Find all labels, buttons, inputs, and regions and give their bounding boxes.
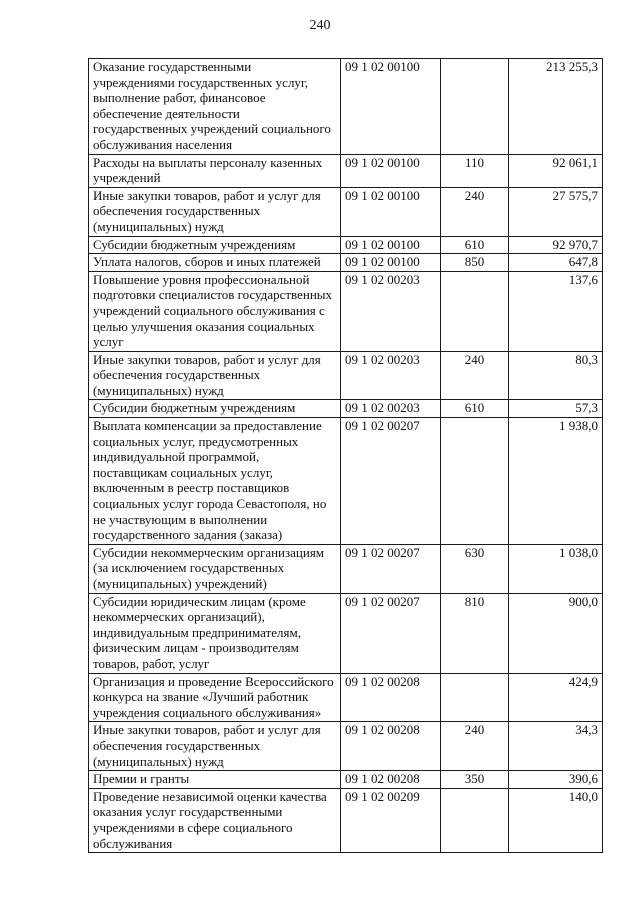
row-code: 09 1 02 00207 (341, 544, 441, 593)
row-sum: 140,0 (509, 788, 603, 852)
row-code: 09 1 02 00207 (341, 418, 441, 545)
row-code: 09 1 02 00203 (341, 351, 441, 400)
row-code: 09 1 02 00100 (341, 254, 441, 272)
row-code: 09 1 02 00207 (341, 593, 441, 673)
row-name: Субсидии юридическим лицам (кроме некоммерческих организаций), индивидуальным предпринимателям, физическим лицам - производителям товаров, работ, услуг (89, 593, 341, 673)
table-row (89, 254, 603, 272)
row-sum: 92 061,1 (509, 154, 603, 187)
row-expense-type: 240 (441, 187, 509, 236)
table-row (89, 187, 603, 236)
table-row (89, 154, 603, 187)
row-expense-type: 110 (441, 154, 509, 187)
row-expense-type (441, 271, 509, 351)
row-expense-type (441, 788, 509, 852)
table-row (89, 673, 603, 722)
row-sum: 27 575,7 (509, 187, 603, 236)
row-expense-type: 350 (441, 771, 509, 789)
row-name: Субсидии бюджетным учреждениям (89, 236, 341, 254)
row-name: Расходы на выплаты персоналу казенных учреждений (89, 154, 341, 187)
row-sum: 213 255,3 (509, 59, 603, 155)
row-code: 09 1 02 00208 (341, 722, 441, 771)
row-name: Премии и гранты (89, 771, 341, 789)
row-sum: 34,3 (509, 722, 603, 771)
row-code: 09 1 02 00100 (341, 59, 441, 155)
row-sum: 137,6 (509, 271, 603, 351)
table-row (89, 351, 603, 400)
row-sum: 647,8 (509, 254, 603, 272)
row-code: 09 1 02 00208 (341, 771, 441, 789)
row-name: Субсидии бюджетным учреждениям (89, 400, 341, 418)
table-row (89, 271, 603, 351)
table-row (89, 722, 603, 771)
row-code: 09 1 02 00100 (341, 154, 441, 187)
row-sum: 1 038,0 (509, 544, 603, 593)
row-name: Субсидии некоммерческим организациям (за исключением государственных (муниципальных) учреждений) (89, 544, 341, 593)
table-row (89, 771, 603, 789)
table-row (89, 59, 603, 155)
row-code: 09 1 02 00209 (341, 788, 441, 852)
row-name: Выплата компенсации за предоставление социальных услуг, предусмотренных индивидуальной программой, поставщикам социальных услуг, включенным в реестр поставщиков социальных услуг города Севастополя, но не участвующим в выполнении государственного задания (заказа) (89, 418, 341, 545)
row-name: Уплата налогов, сборов и иных платежей (89, 254, 341, 272)
row-name: Иные закупки товаров, работ и услуг для обеспечения государственных (муниципальных) нужд (89, 351, 341, 400)
row-expense-type: 240 (441, 351, 509, 400)
row-sum: 57,3 (509, 400, 603, 418)
table-row (89, 236, 603, 254)
row-code: 09 1 02 00203 (341, 400, 441, 418)
row-name: Организация и проведение Всероссийского конкурса на звание «Лучший работник учреждения социального обслуживания» (89, 673, 341, 722)
table-row (89, 788, 603, 852)
row-expense-type (441, 418, 509, 545)
page-number: 240 (309, 18, 331, 33)
row-code: 09 1 02 00203 (341, 271, 441, 351)
row-sum: 1 938,0 (509, 418, 603, 545)
row-sum: 92 970,7 (509, 236, 603, 254)
row-name: Иные закупки товаров, работ и услуг для обеспечения государственных (муниципальных) нужд (89, 722, 341, 771)
table-row (89, 418, 603, 545)
row-sum: 390,6 (509, 771, 603, 789)
row-sum: 900,0 (509, 593, 603, 673)
row-code: 09 1 02 00208 (341, 673, 441, 722)
row-sum: 424,9 (509, 673, 603, 722)
budget-table-body (89, 59, 603, 853)
row-expense-type: 850 (441, 254, 509, 272)
row-expense-type (441, 59, 509, 155)
row-expense-type: 240 (441, 722, 509, 771)
row-name: Проведение независимой оценки качества оказания услуг государственными учреждениями в сфере социального обслуживания (89, 788, 341, 852)
row-expense-type: 610 (441, 400, 509, 418)
row-expense-type: 810 (441, 593, 509, 673)
table-row (89, 400, 603, 418)
row-code: 09 1 02 00100 (341, 236, 441, 254)
row-name: Повышение уровня профессиональной подготовки специалистов государственных учреждений социального обслуживания с целью улучшения оказания социальных услуг (89, 271, 341, 351)
table-row (89, 544, 603, 593)
row-name: Иные закупки товаров, работ и услуг для обеспечения государственных (муниципальных) нужд (89, 187, 341, 236)
table-row (89, 593, 603, 673)
budget-table (88, 58, 603, 853)
row-expense-type (441, 673, 509, 722)
row-expense-type: 630 (441, 544, 509, 593)
row-code: 09 1 02 00100 (341, 187, 441, 236)
row-expense-type: 610 (441, 236, 509, 254)
row-name: Оказание государственными учреждениями государственных услуг, выполнение работ, финансовое обеспечение деятельности государственных учреждений социального обслуживания населения (89, 59, 341, 155)
row-sum: 80,3 (509, 351, 603, 400)
